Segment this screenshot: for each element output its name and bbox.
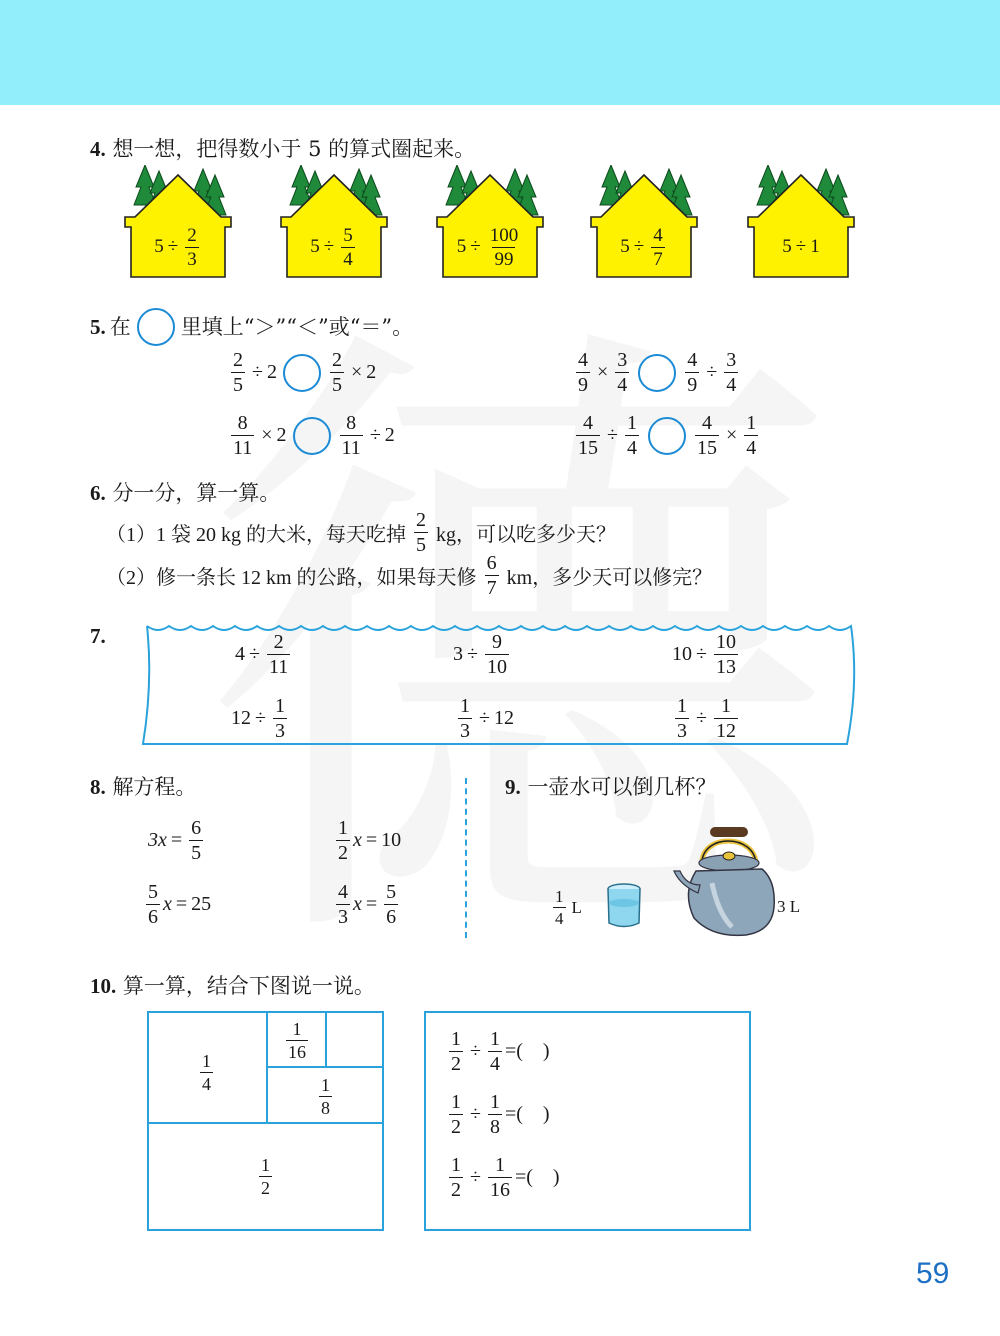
q6-part-2 — [106, 553, 712, 598]
q5-heading — [90, 308, 413, 346]
area-model — [147, 1011, 384, 1231]
cell-fraction-quarter: $\frac{1}{4}$ — [202, 1051, 211, 1094]
page-number: 59 — [916, 1257, 950, 1290]
fraction: $\frac{1}{3}$ — [460, 695, 470, 742]
q8-equation-2: $\frac{1}{2}$ x = 10 — [338, 817, 402, 864]
cell-fraction-eighth: $\frac{1}{8}$ — [321, 1075, 330, 1118]
operator: ÷ — [369, 424, 381, 446]
answer-blank[interactable]: =( ) — [504, 1040, 550, 1062]
q5-sample-circle — [137, 308, 175, 346]
q6-text: 分一分，算一算。 — [112, 481, 281, 505]
kettle-icon — [672, 823, 784, 941]
fraction: $\frac{4}{15}$ — [578, 412, 598, 459]
answer-circle-4[interactable] — [648, 417, 686, 455]
q5-compare-3 — [228, 413, 395, 458]
fraction: $\frac{4}{7}$ — [653, 224, 663, 270]
kettle-label: 3 L — [777, 897, 801, 916]
operator: ÷ — [252, 361, 263, 383]
fraction: $\frac{4}{3}$ — [338, 881, 348, 928]
q7-item-5: $\frac{1}{3}$ ÷ 12 — [460, 695, 514, 742]
fraction: $\frac{2}{3}$ — [187, 224, 197, 270]
fraction: $\frac{10}{13}$ — [715, 631, 736, 678]
operator: ÷ — [607, 424, 618, 446]
answer-blank[interactable]: =( ) — [504, 1103, 550, 1125]
q8-equation-3: $\frac{5}{6}$ x = 25 — [148, 881, 212, 928]
cup-label: $\frac{1}{4}$ L — [555, 887, 582, 928]
fraction: $\frac{1}{4}$ — [626, 412, 637, 459]
q5-text-a: 在 — [109, 314, 131, 339]
fraction: $\frac{1}{3}$ — [274, 695, 285, 742]
cell-fraction-half: $\frac{1}{2}$ — [261, 1155, 270, 1198]
q10-equation-1: $\frac{1}{2}$ ÷ $\frac{1}{4}$ =( ) — [451, 1028, 550, 1075]
fraction: $\frac{3}{4}$ — [617, 349, 628, 396]
fraction: $\frac{9}{10}$ — [486, 631, 507, 678]
q6-part-1 — [106, 510, 616, 555]
fraction: $\frac{1}{2}$ — [338, 817, 348, 864]
q5-text-b: 里填上“＞”“＜”或“＝”。 — [180, 314, 414, 339]
q7-item-1: 4 ÷ $\frac{2}{11}$ — [235, 631, 289, 678]
fraction: $\frac{4}{9}$ — [687, 349, 698, 396]
fraction: $\frac{2}{5}$ — [416, 509, 426, 556]
fraction: $\frac{8}{11}$ — [233, 412, 253, 459]
top-banner — [0, 0, 1000, 105]
fraction: $\frac{4}{15}$ — [696, 412, 717, 459]
q5-compare-4 — [573, 413, 761, 458]
q10-text: 算一算，结合下图说一说。 — [122, 974, 375, 998]
q10-equation-3: $\frac{1}{2}$ ÷ $\frac{1}{16}$ =( ) — [451, 1154, 560, 1201]
q8-equation-4: $\frac{4}{3}$ x = $\frac{5}{6}$ — [338, 881, 397, 928]
fraction: $\frac{2}{5}$ — [233, 349, 243, 396]
fraction: $\frac{4}{9}$ — [578, 349, 588, 396]
q8-text: 解方程。 — [112, 775, 197, 799]
q6-part-2-text-b: km，多少天可以修完？ — [506, 567, 713, 589]
fraction: $\frac{5}{6}$ — [386, 881, 397, 928]
house-card[interactable]: 5 ÷ 1 — [746, 165, 856, 283]
q7-item-6: $\frac{1}{3}$ ÷ $\frac{1}{12}$ — [677, 695, 736, 742]
fraction: $\frac{100}{99}$ — [489, 224, 519, 270]
answer-blank[interactable]: =( ) — [514, 1166, 560, 1188]
fraction: $\frac{6}{5}$ — [191, 817, 202, 864]
fraction: $\frac{3}{4}$ — [726, 349, 737, 396]
q9-heading — [505, 777, 716, 798]
answer-circle-3[interactable] — [293, 417, 331, 455]
q9-number: 9. — [505, 775, 521, 799]
q10-heading — [90, 976, 375, 997]
answer-circle-1[interactable] — [283, 354, 321, 392]
q6-part-1-text-b: kg，可以吃多少天？ — [436, 524, 616, 546]
fraction: $\frac{1}{3}$ — [677, 695, 687, 742]
q4-text: 想一想，把得数小于 5 的算式圈起来。 — [112, 137, 476, 161]
house-card[interactable]: 5 ÷ $\frac{2}{3}$ — [123, 165, 233, 283]
q10-number: 10. — [90, 974, 117, 998]
q10-equation-box — [424, 1011, 751, 1231]
fraction: $\frac{2}{11}$ — [268, 631, 289, 678]
fraction: $\frac{8}{11}$ — [341, 412, 361, 459]
q7-item-3: 10 ÷ $\frac{10}{13}$ — [672, 631, 736, 678]
fraction: $\frac{1}{12}$ — [715, 695, 736, 742]
q8-number: 8. — [90, 775, 106, 799]
fraction: $\frac{6}{7}$ — [486, 552, 497, 599]
q10-equation-2: $\frac{1}{2}$ ÷ $\frac{1}{8}$ =( ) — [451, 1091, 550, 1138]
answer-circle-2[interactable] — [638, 354, 676, 392]
q6-part-2-text-a: （2）修一条长 12 km 的公路，如果每天修 — [106, 567, 477, 589]
q8-equation-1: 3x = $\frac{6}{5}$ — [148, 817, 202, 864]
cell-fraction-sixteenth: $\frac{1}{16}$ — [288, 1019, 306, 1062]
q5-compare-1 — [228, 350, 376, 395]
q6-number: 6. — [90, 481, 106, 505]
fraction: $\frac{5}{6}$ — [148, 881, 158, 928]
fraction: $\frac{1}{4}$ — [555, 887, 564, 928]
glass-icon — [605, 883, 643, 931]
number: 2 — [384, 424, 395, 446]
q9-text: 一壶水可以倒几杯？ — [527, 775, 717, 799]
q5-compare-2 — [573, 350, 741, 395]
q8-heading — [90, 777, 196, 798]
operator: × — [597, 361, 609, 383]
operator: × — [350, 361, 363, 383]
number: 2 — [366, 361, 377, 383]
q7-number: 7. — [90, 624, 106, 648]
q4-heading — [90, 139, 475, 160]
house-card[interactable]: 5 ÷ $\frac{100}{99}$ — [435, 165, 545, 283]
house-card[interactable]: 5 ÷ $\frac{4}{7}$ — [589, 165, 699, 283]
fraction: $\frac{1}{4}$ — [746, 412, 757, 459]
operator: × — [261, 424, 273, 446]
q4-number: 4. — [90, 137, 106, 161]
operator: ÷ — [706, 361, 718, 383]
q7-item-4: 12 ÷ $\frac{1}{3}$ — [231, 695, 285, 742]
q5-number: 5. — [90, 314, 106, 339]
q6-heading — [90, 483, 280, 504]
number: 2 — [276, 424, 287, 446]
q6-part-1-text-a: （1）1 袋 20 kg 的大米，每天吃掉 — [106, 524, 406, 546]
fraction: $\frac{5}{4}$ — [343, 224, 353, 270]
q7-heading — [90, 626, 106, 647]
house-card[interactable]: 5 ÷ $\frac{5}{4}$ — [279, 165, 389, 283]
q7-item-2: 3 ÷ $\frac{9}{10}$ — [453, 631, 507, 678]
fraction: $\frac{2}{5}$ — [331, 349, 342, 396]
number: 2 — [266, 361, 277, 383]
operator: × — [725, 424, 738, 446]
section-divider — [465, 778, 467, 938]
